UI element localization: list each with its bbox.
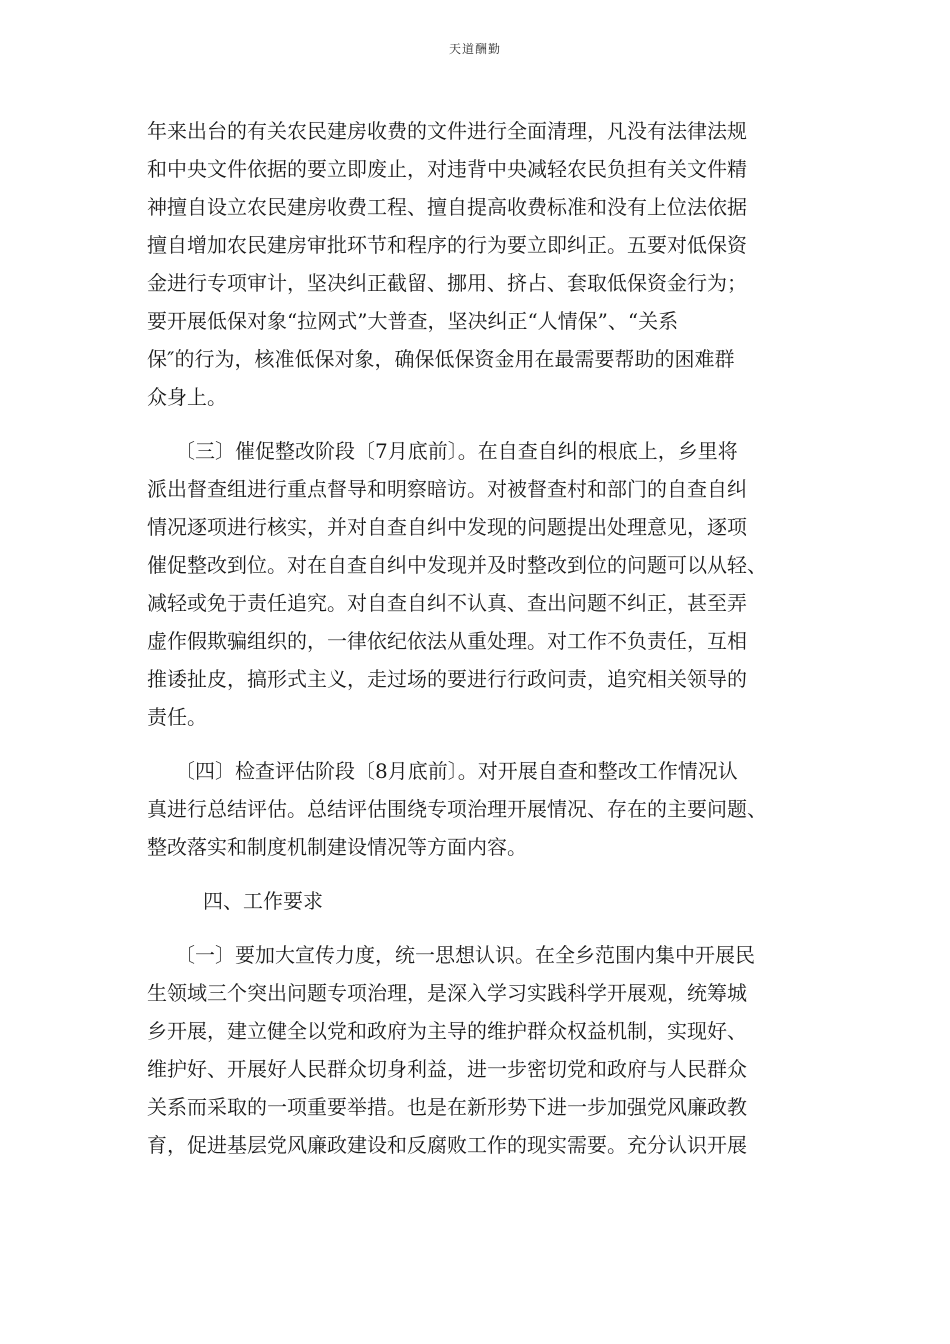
heading-line: 四、工作要求 <box>203 889 323 913</box>
text-line: 〔一〕要加大宣传力度，统一思想认识。在全乡范围内集中开展民 <box>175 943 755 967</box>
text-line: 和中央文件依据的要立即废止，对违背中央减轻农民负担有关文件精 <box>147 157 747 181</box>
paragraph-2 <box>147 432 807 736</box>
text-line: 责任。 <box>147 705 207 729</box>
paragraph-4 <box>147 936 807 1164</box>
document-body <box>147 112 807 1164</box>
text-line: 〔三〕催促整改阶段〔7月底前〕。在自查自纠的根底上，乡里将 <box>175 439 738 463</box>
text-line: 〔四〕检查评估阶段〔8月底前〕。对开展自查和整改工作情况认 <box>175 759 738 783</box>
text-line: 派出督查组进行重点督导和明察暗访。对被督查村和部门的自查自纠 <box>147 477 747 501</box>
page-header: 天道酬勤 <box>448 42 501 56</box>
text-line: 真进行总结评估。总结评估围绕专项治理开展情况、存在的主要问题、 <box>147 797 767 821</box>
text-line: 虚作假欺骗组织的，一律依纪依法从重处理。对工作不负责任，互相 <box>147 629 747 653</box>
text-line: 年来出台的有关农民建房收费的文件进行全面清理，凡没有法律法规 <box>147 119 747 143</box>
text-line: 情况逐项进行核实，并对自查自纠中发现的问题提出处理意见，逐项 <box>147 515 747 539</box>
section-heading <box>147 882 807 920</box>
text-line: 众身上。 <box>147 385 227 409</box>
paragraph-1 <box>147 112 807 416</box>
paragraph-3 <box>147 752 807 866</box>
text-line: 保″的行为，核准低保对象，确保低保资金用在最需要帮助的困难群 <box>147 347 735 371</box>
text-line: 生领域三个突出问题专项治理，是深入学习实践科学开展观，统筹城 <box>147 981 747 1005</box>
text-line: 关系而采取的一项重要举措。也是在新形势下进一步加强党风廉政教 <box>147 1095 747 1119</box>
text-line: 擅自增加农民建房审批环节和程序的行为要立即纠正。五要对低保资 <box>147 233 747 257</box>
text-line: 减轻或免于责任追究。对自查自纠不认真、查出问题不纠正，甚至弄 <box>147 591 747 615</box>
text-line: 乡开展，建立健全以党和政府为主导的维护群众权益机制，实现好、 <box>147 1019 747 1043</box>
text-line: 整改落实和制度机制建设情况等方面内容。 <box>147 835 527 859</box>
text-line: 维护好、开展好人民群众切身利益，进一步密切党和政府与人民群众 <box>147 1057 747 1081</box>
text-line: 要开展低保对象“拉网式”大普查，坚决纠正“人情保”、“关系 <box>147 309 679 333</box>
text-line: 催促整改到位。对在自查自纠中发现并及时整改到位的问题可以从轻、 <box>147 553 767 577</box>
text-line: 金进行专项审计，坚决纠正截留、挪用、挤占、套取低保资金行为； <box>147 271 747 295</box>
text-line: 育，促进基层党风廉政建设和反腐败工作的现实需要。充分认识开展 <box>147 1133 747 1157</box>
text-line: 神擅自设立农民建房收费工程、擅自提高收费标准和没有上位法依据 <box>147 195 747 219</box>
text-line: 推诿扯皮，搞形式主义，走过场的要进行行政问责，追究相关领导的 <box>147 667 747 691</box>
